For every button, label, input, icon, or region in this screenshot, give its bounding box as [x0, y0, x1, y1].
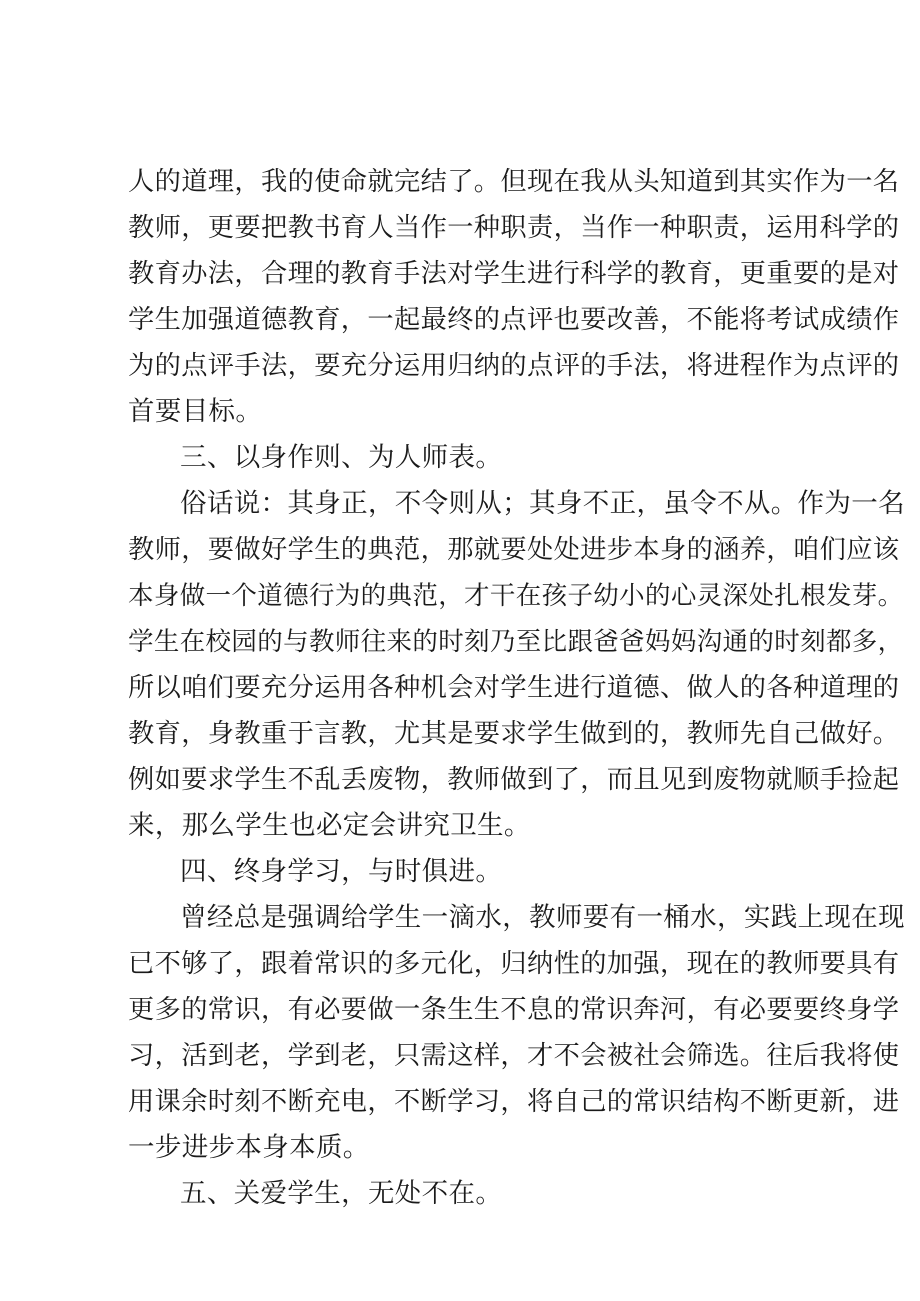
paragraph-line: 来，那么学生也必定会讲究卫生。 [128, 810, 531, 841]
paragraph-line: 为的点评手法，要充分运用归纳的点评的手法，将进程作为点评的 [128, 351, 900, 381]
paragraph-line: 教育办法，合理的教育手法对学生进行科学的教育，更重要的是对 [128, 259, 900, 289]
paragraph-line: 已不够了，跟着常识的多元化，归纳性的加强，现在的教师要具有 [128, 949, 900, 979]
paragraph-line: 人的道理，我的使命就完结了。但现在我从头知道到其实作为一名 [128, 167, 900, 197]
section-heading: 三、以身作则、为人师表。 [180, 442, 503, 473]
paragraph-line: 所以咱们要充分运用各种机会对学生进行道德、做人的各种道理的 [128, 673, 900, 703]
paragraph-line: 学生在校园的与教师往来的时刻乃至比跟爸爸妈妈沟通的时刻都多， [128, 627, 904, 657]
paragraph-line: 更多的常识，有必要做一条生生不息的常识奔河，有必要要终身学 [128, 995, 900, 1025]
paragraph-line: 一步进步本身本质。 [128, 1132, 370, 1163]
paragraph-line: 习，活到老，学到老，只需这样，才不会被社会筛选。往后我将使 [128, 1041, 900, 1071]
paragraph-line: 例如要求学生不乱丢废物，教师做到了，而且见到废物就顺手捡起 [128, 765, 900, 795]
section-heading: 五、关爱学生，无处不在。 [180, 1178, 503, 1209]
paragraph-line: 教育，身教重于言教，尤其是要求学生做到的，教师先自己做好。 [128, 719, 900, 749]
paragraph-line: 本身做一个道德行为的典范，才干在孩子幼小的心灵深处扎根发芽。 [128, 581, 904, 611]
paragraph-line: 曾经总是强调给学生一滴水，教师要有一桶水，实践上现在现 [180, 902, 905, 933]
section-heading: 四、终身学习，与时俱进。 [180, 856, 503, 887]
paragraph-line: 首要目标。 [128, 396, 263, 427]
paragraph-line: 教师，要做好学生的典范，那就要处处进步本身的涵养，咱们应该 [128, 535, 900, 565]
paragraph-line: 教师，更要把教书育人当作一种职责，当作一种职责，运用科学的 [128, 213, 900, 243]
paragraph-line: 俗话说：其身正，不令则从；其身不正，虽令不从。作为一名 [180, 488, 905, 519]
paragraph-line: 学生加强道德教育，一起最终的点评也要改善，不能将考试成绩作 [128, 305, 900, 335]
paragraph-line: 用课余时刻不断充电，不断学习，将自己的常识结构不断更新，进 [128, 1087, 900, 1117]
